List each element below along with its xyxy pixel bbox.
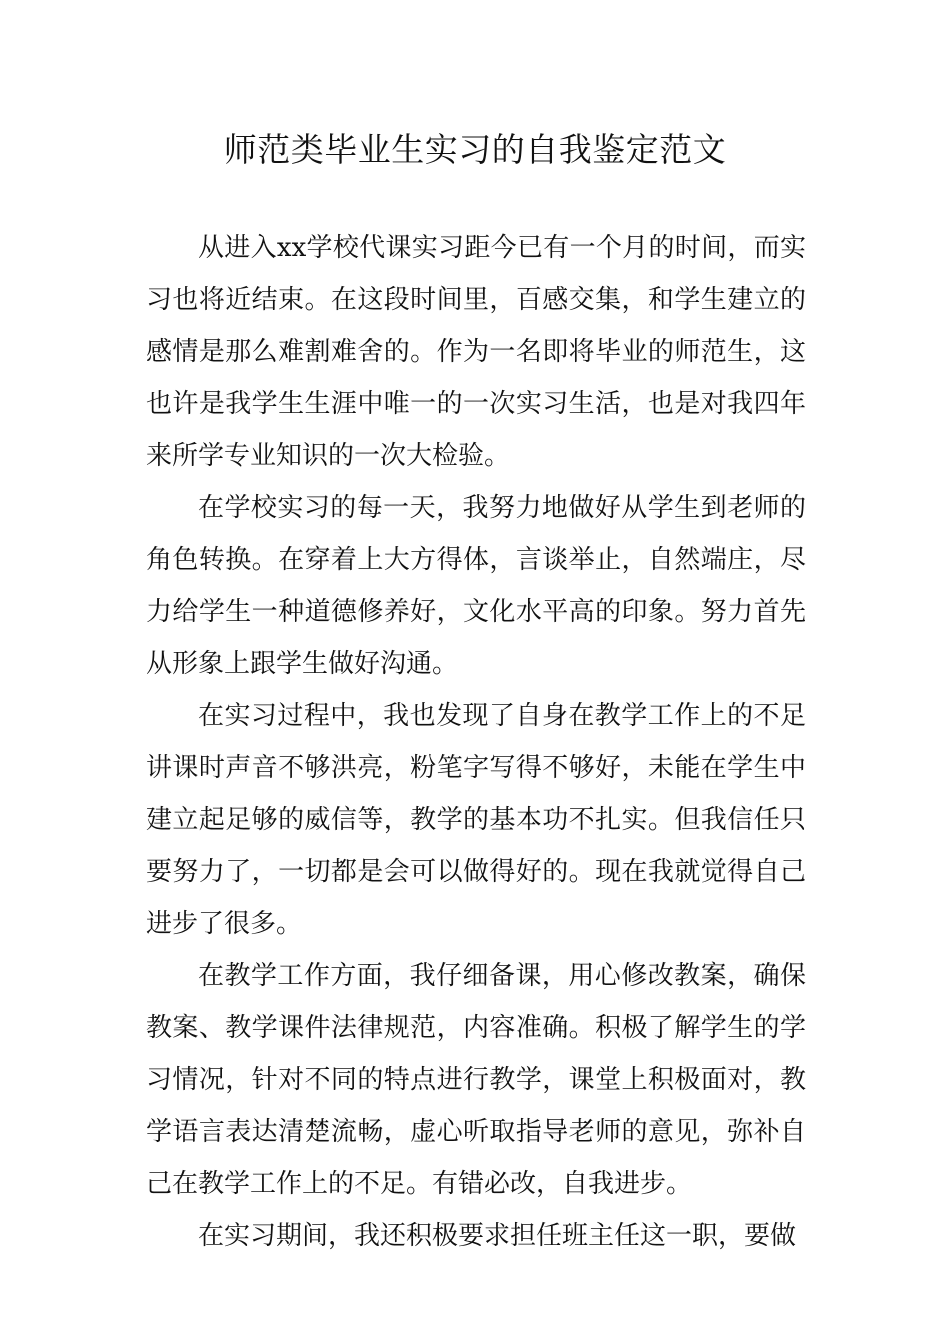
document-title: 师范类毕业生实习的自我鉴定范文 bbox=[223, 130, 727, 169]
document-body bbox=[146, 222, 806, 1262]
paragraph-3: 在实习过程中，我也发现了自身在教学工作上的不足讲课时声音不够洪亮，粉笔字写得不够好，未能在学生中建立起足够的威信等，教学的基本功不扎实。但我信任只要努力了，一切都是会可以做得好的。现在我就觉得自己进步了很多。 bbox=[146, 701, 806, 939]
paragraph-1: 从进入xx学校代课实习距今已有一个月的时间，而实习也将近结束。在这段时间里，百感交集，和学生建立的感情是那么难割难舍的。作为一名即将毕业的师范生，这也许是我学生生涯中唯一的一次实习生活，也是对我四年来所学专业知识的一次大检验。 bbox=[146, 233, 806, 471]
paragraph-5: 在实习期间，我还积极要求担任班主任这一职，要做 bbox=[198, 1221, 797, 1251]
paragraph-2: 在学校实习的每一天，我努力地做好从学生到老师的角色转换。在穿着上大方得体，言谈举止，自然端庄，尽力给学生一种道德修养好，文化水平高的印象。努力首先从形象上跟学生做好沟通。 bbox=[146, 493, 806, 679]
paragraph-4: 在教学工作方面，我仔细备课，用心修改教案，确保教案、教学课件法律规范，内容准确。积极了解学生的学习情况，针对不同的特点进行教学，课堂上积极面对，教学语言表达清楚流畅，虚心听取指导老师的意见，弥补自己在教学工作上的不足。有错必改，自我进步。 bbox=[146, 961, 806, 1199]
